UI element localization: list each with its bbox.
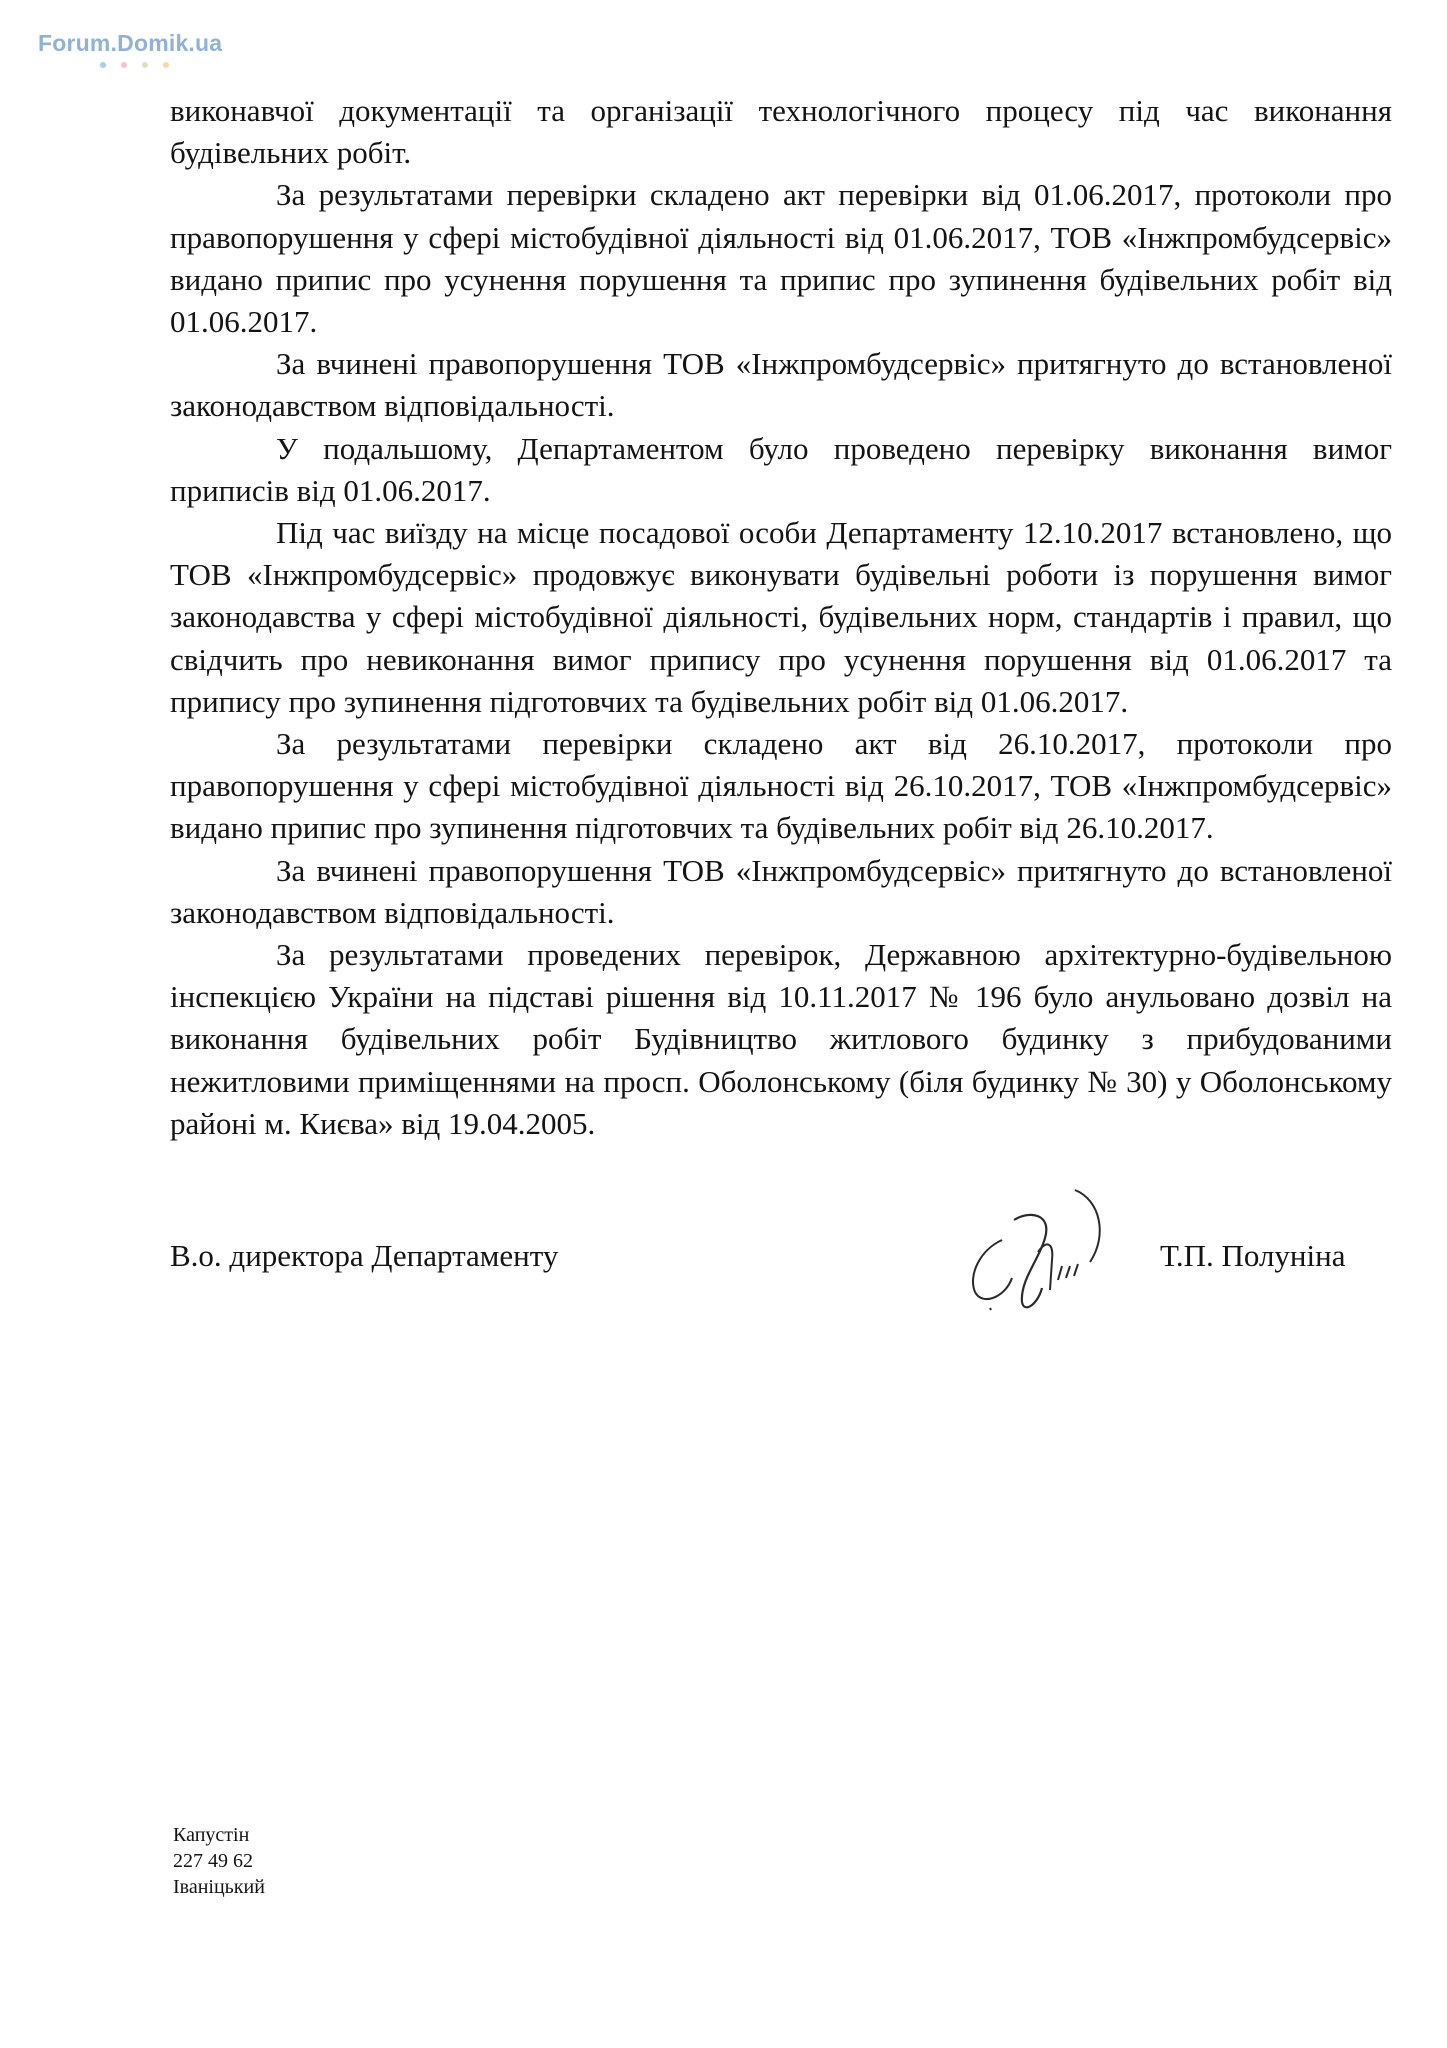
- watermark-logo: Forum.Domik.ua: [38, 30, 223, 56]
- paragraph: За результатами перевірки складено акт від 26.10.2017, протоколи про правопорушення у сфері містобудівної діяльності від 26.10.2017, ТОВ «Інжпромбудсервіс» видано припис про зупинення підготовчих та будівельних робіт від 26.10.2017.: [170, 726, 1392, 846]
- signature-block: [170, 1235, 1392, 1335]
- paragraph: У подальшому, Департаментом було проведено перевірку виконання вимог приписів від 01.06.2017.: [170, 430, 1392, 508]
- executor-info: [173, 1822, 265, 1900]
- handwritten-signature: [950, 1180, 1140, 1325]
- paragraph: За результатами перевірки складено акт перевірки від 01.06.2017, протоколи про правопорушення у сфері містобудівної діяльності від 01.06.2017, ТОВ «Інжпромбудсервіс» видано припис про усунення порушення та припис про зупинення будівельних робіт від 01.06.2017.: [170, 177, 1392, 340]
- executor-phone: 227 49 62: [173, 1850, 253, 1872]
- watermark-dot: [142, 62, 148, 68]
- watermark-dot: [100, 62, 106, 68]
- watermark-dots: [100, 62, 169, 68]
- executor-line: Іваніцький: [173, 1876, 265, 1898]
- paragraph: За результатами проведених перевірок, Державною архітектурно-будівельною інспекцією України на підставі рішення від 10.11.2017 № 196 було анульовано дозвіл на виконання будівельних робіт Будівництво житлового будинку з прибудованими нежитловими приміщеннями на просп. Оболонському (біля будинку № 30) у Оболонському районі м. Києва» від 19.04.2005.: [170, 937, 1392, 1141]
- letter-body: [170, 90, 1392, 1145]
- watermark-dot: [121, 62, 127, 68]
- signatory-position: В.о. директора Департаменту: [170, 1238, 559, 1273]
- paragraph: За вчинені правопорушення ТОВ «Інжпромбудсервіс» притягнуто до встановленої законодавством відповідальності.: [170, 346, 1392, 424]
- signatory-name: Т.П. Полуніна: [1160, 1238, 1346, 1273]
- watermark-dot: [163, 62, 169, 68]
- paragraph: виконавчої документації та організації технологічного процесу під час виконання будівельних робіт.: [170, 93, 1392, 171]
- executor-line: Капустін: [173, 1824, 250, 1846]
- paragraph: За вчинені правопорушення ТОВ «Інжпромбудсервіс» притягнуто до встановленої законодавством відповідальності.: [170, 852, 1392, 930]
- paragraph: Під час виїзду на місце посадової особи Департаменту 12.10.2017 встановлено, що ТОВ «Інжпромбудсервіс» продовжує виконувати будівельні роботи із порушення вимог законодавства у сфері містобудівної діяльності, будівельних норм, стандартів і правил, що свідчить про невиконання вимог припису про усунення порушення від 01.06.2017 та припису про зупинення підготовчих та будівельних робіт від 01.06.2017.: [170, 515, 1392, 719]
